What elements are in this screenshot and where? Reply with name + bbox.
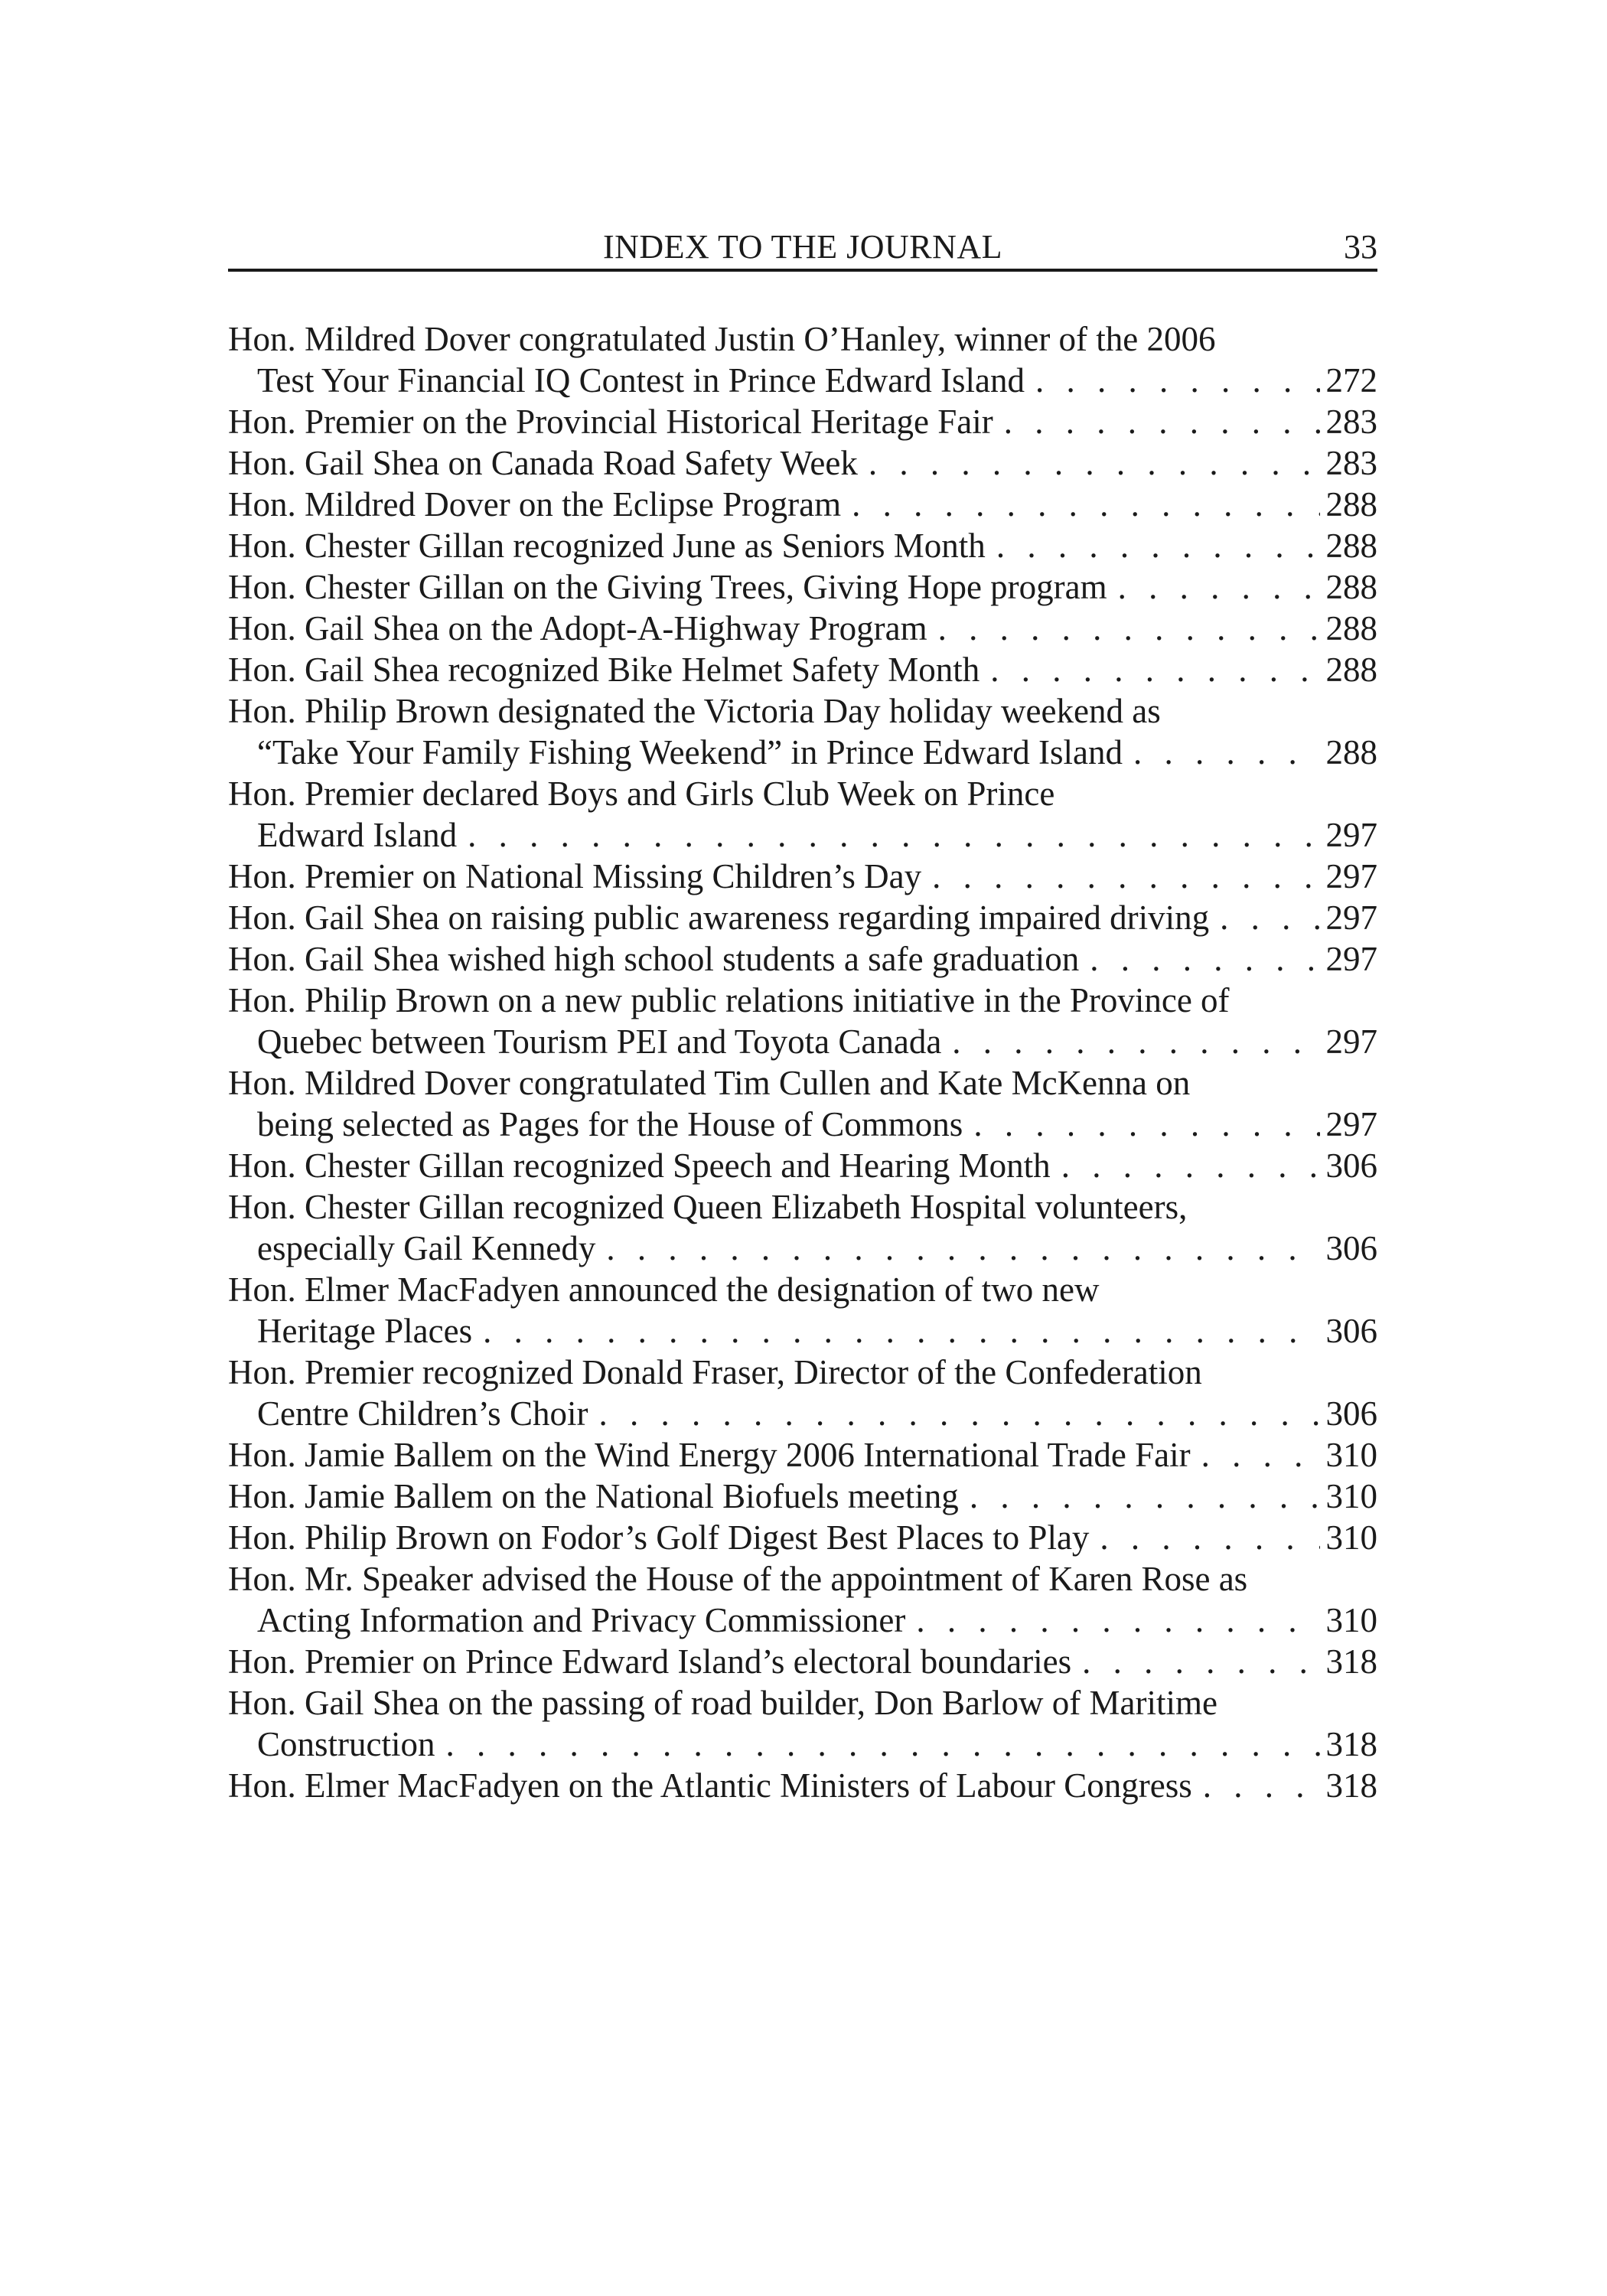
entry-text: Hon. Premier on National Missing Children’s Day <box>228 857 922 895</box>
entry-text: Hon. Chester Gillan on the Giving Trees, Giving Hope program <box>228 568 1107 606</box>
entry-page-number: 297 <box>1325 899 1377 937</box>
dot-leader <box>1220 897 1319 938</box>
entry-page-number: 288 <box>1325 568 1377 606</box>
index-entry <box>228 938 1377 980</box>
index-entry <box>228 856 1377 897</box>
entry-page-number: 318 <box>1325 1642 1377 1681</box>
entry-line <box>228 360 1377 401</box>
entry-page-number: 288 <box>1325 651 1377 689</box>
dot-leader <box>446 1724 1320 1765</box>
entry-text: Hon. Gail Shea on Canada Road Safety Week <box>228 444 858 482</box>
index-entry <box>228 980 1377 1062</box>
index-entry <box>228 525 1377 566</box>
dot-leader <box>468 814 1319 856</box>
entry-line <box>228 1228 1377 1269</box>
index-entry <box>228 690 1377 773</box>
dot-leader <box>1082 1641 1319 1682</box>
entry-page-number: 318 <box>1325 1766 1377 1805</box>
index-entry <box>228 649 1377 690</box>
entry-text: being selected as Pages for the House of Commons <box>257 1105 963 1143</box>
entry-page-number: 297 <box>1325 857 1377 895</box>
dot-leader <box>916 1600 1319 1641</box>
entry-line <box>228 814 1377 856</box>
entry-line <box>228 1434 1377 1476</box>
entry-page-number: 306 <box>1325 1312 1377 1350</box>
entry-line <box>228 566 1377 608</box>
entry-page-number: 310 <box>1325 1477 1377 1515</box>
entry-page-number: 288 <box>1325 609 1377 647</box>
entry-text: Hon. Philip Brown on a new public relations initiative in the Province of <box>228 981 1230 1019</box>
index-entry <box>228 1641 1377 1682</box>
entry-text: Hon. Gail Shea on the Adopt-A-Highway Program <box>228 609 927 647</box>
entry-page-number: 283 <box>1325 403 1377 441</box>
dot-leader <box>996 525 1320 566</box>
entry-text: Hon. Mildred Dover congratulated Justin O’Hanley, winner of the 2006 <box>228 320 1216 358</box>
dot-leader <box>1203 1765 1320 1806</box>
index-entry <box>228 442 1377 484</box>
entry-page-number: 288 <box>1325 485 1377 523</box>
index-entry <box>228 1145 1377 1186</box>
entry-page-number: 297 <box>1325 1105 1377 1143</box>
entry-page-number: 310 <box>1325 1518 1377 1557</box>
entry-text: Edward Island <box>257 816 458 854</box>
entry-page-number: 297 <box>1325 1022 1377 1061</box>
dot-leader <box>1061 1145 1320 1186</box>
entry-text: Quebec between Tourism PEI and Toyota Canada <box>257 1022 942 1061</box>
index-entry <box>228 1269 1377 1352</box>
entry-page-number: 306 <box>1325 1146 1377 1185</box>
entry-line <box>228 525 1377 566</box>
entry-line <box>228 897 1377 938</box>
dot-leader <box>1100 1517 1319 1558</box>
entry-line <box>228 1600 1377 1641</box>
entry-line <box>228 1310 1377 1352</box>
entry-text: Hon. Chester Gillan recognized Queen Elizabeth Hospital volunteers, <box>228 1188 1188 1226</box>
index-entry <box>228 484 1377 525</box>
index-entry <box>228 897 1377 938</box>
entry-line <box>228 1641 1377 1682</box>
entry-page-number: 288 <box>1325 733 1377 771</box>
entry-line <box>228 856 1377 897</box>
page-number: 33 <box>1344 228 1377 266</box>
entry-line <box>228 401 1377 442</box>
entry-line <box>228 1393 1377 1434</box>
dot-leader <box>990 649 1319 690</box>
dot-leader <box>1004 401 1320 442</box>
entry-text: Hon. Mr. Speaker advised the House of the appointment of Karen Rose as <box>228 1560 1248 1598</box>
entry-page-number: 306 <box>1325 1229 1377 1267</box>
entry-line <box>228 1021 1377 1062</box>
index-entry <box>228 1186 1377 1269</box>
index-entry <box>228 318 1377 401</box>
index-entry <box>228 1434 1377 1476</box>
entry-text: Hon. Elmer MacFadyen announced the designation of two new <box>228 1270 1100 1309</box>
entry-page-number: 297 <box>1325 816 1377 854</box>
dot-leader <box>598 1393 1319 1434</box>
dot-leader <box>606 1228 1319 1269</box>
entry-line <box>228 1476 1377 1517</box>
entry-line <box>228 1145 1377 1186</box>
dot-leader <box>952 1021 1319 1062</box>
entry-text: Hon. Gail Shea on the passing of road builder, Don Barlow of Maritime <box>228 1684 1217 1722</box>
entry-text: Heritage Places <box>257 1312 473 1350</box>
entry-text: Hon. Mildred Dover congratulated Tim Cullen and Kate McKenna on <box>228 1064 1191 1102</box>
entry-line <box>228 484 1377 525</box>
entry-text: Hon. Jamie Ballem on the Wind Energy 2006 International Trade Fair <box>228 1436 1191 1474</box>
index-entry <box>228 1682 1377 1765</box>
entry-line <box>228 732 1377 773</box>
entry-page-number: 318 <box>1325 1725 1377 1763</box>
entry-line <box>228 938 1377 980</box>
index-entry <box>228 773 1377 856</box>
entry-text: Hon. Premier declared Boys and Girls Club Week on Prince <box>228 775 1055 813</box>
entry-text: Hon. Chester Gillan recognized June as Seniors Month <box>228 527 986 565</box>
page-header <box>228 226 1377 272</box>
dot-leader <box>1201 1434 1320 1476</box>
index-entry <box>228 401 1377 442</box>
entry-page-number: 283 <box>1325 444 1377 482</box>
entry-line <box>228 608 1377 649</box>
dot-leader <box>932 856 1319 897</box>
entry-text: Hon. Gail Shea wished high school students a safe graduation <box>228 940 1080 978</box>
entry-text: “Take Your Family Fishing Weekend” in Prince Edward Island <box>257 733 1123 771</box>
dot-leader <box>1090 938 1319 980</box>
entry-text: Hon. Mildred Dover on the Eclipse Program <box>228 485 842 523</box>
entry-text: Construction <box>257 1725 435 1763</box>
entry-line <box>228 442 1377 484</box>
entry-text: Hon. Elmer MacFadyen on the Atlantic Ministers of Labour Congress <box>228 1766 1192 1805</box>
entry-text: Centre Children’s Choir <box>257 1394 588 1433</box>
index-entry <box>228 566 1377 608</box>
index-entry <box>228 1352 1377 1434</box>
dot-leader <box>483 1310 1319 1352</box>
entry-line <box>228 1765 1377 1806</box>
entry-line <box>228 649 1377 690</box>
running-title: INDEX TO THE JOURNAL <box>602 228 1003 266</box>
entry-text: Hon. Philip Brown designated the Victoria Day holiday weekend as <box>228 692 1161 730</box>
entry-page-number: 297 <box>1325 940 1377 978</box>
entry-text: Hon. Premier on the Provincial Historical Heritage Fair <box>228 403 993 441</box>
entry-page-number: 272 <box>1325 361 1377 400</box>
entry-text: Hon. Premier recognized Donald Fraser, Director of the Confederation <box>228 1353 1202 1391</box>
entry-text: Hon. Philip Brown on Fodor’s Golf Digest Best Places to Play <box>228 1518 1090 1557</box>
entry-text: Test Your Financial IQ Contest in Prince Edward Island <box>257 361 1025 400</box>
entry-text: Hon. Gail Shea recognized Bike Helmet Safety Month <box>228 651 980 689</box>
entry-page-number: 310 <box>1325 1601 1377 1639</box>
entry-line <box>228 1104 1377 1145</box>
index-list <box>228 318 1377 1806</box>
entry-line <box>228 1724 1377 1765</box>
entry-text: especially Gail Kennedy <box>257 1229 596 1267</box>
dot-leader <box>970 1476 1320 1517</box>
entry-page-number: 310 <box>1325 1436 1377 1474</box>
index-entry <box>228 1476 1377 1517</box>
entry-text: Hon. Gail Shea on raising public awareness regarding impaired driving <box>228 899 1210 937</box>
index-entry <box>228 1062 1377 1145</box>
entry-text: Acting Information and Privacy Commissioner <box>257 1601 906 1639</box>
index-entry <box>228 1517 1377 1558</box>
entry-text: Hon. Premier on Prince Edward Island’s electoral boundaries <box>228 1642 1072 1681</box>
index-entry <box>228 1558 1377 1641</box>
entry-text: Hon. Jamie Ballem on the National Biofuels meeting <box>228 1477 959 1515</box>
index-entry <box>228 608 1377 649</box>
dot-leader <box>852 484 1319 525</box>
dot-leader <box>869 442 1320 484</box>
entry-page-number: 306 <box>1325 1394 1377 1433</box>
dot-leader <box>1133 732 1320 773</box>
entry-line <box>228 1517 1377 1558</box>
dot-leader <box>938 608 1320 649</box>
entry-text: Hon. Chester Gillan recognized Speech and Hearing Month <box>228 1146 1051 1185</box>
dot-leader <box>1118 566 1320 608</box>
dot-leader <box>973 1104 1319 1145</box>
dot-leader <box>1035 360 1320 401</box>
index-entry <box>228 1765 1377 1806</box>
entry-page-number: 288 <box>1325 527 1377 565</box>
